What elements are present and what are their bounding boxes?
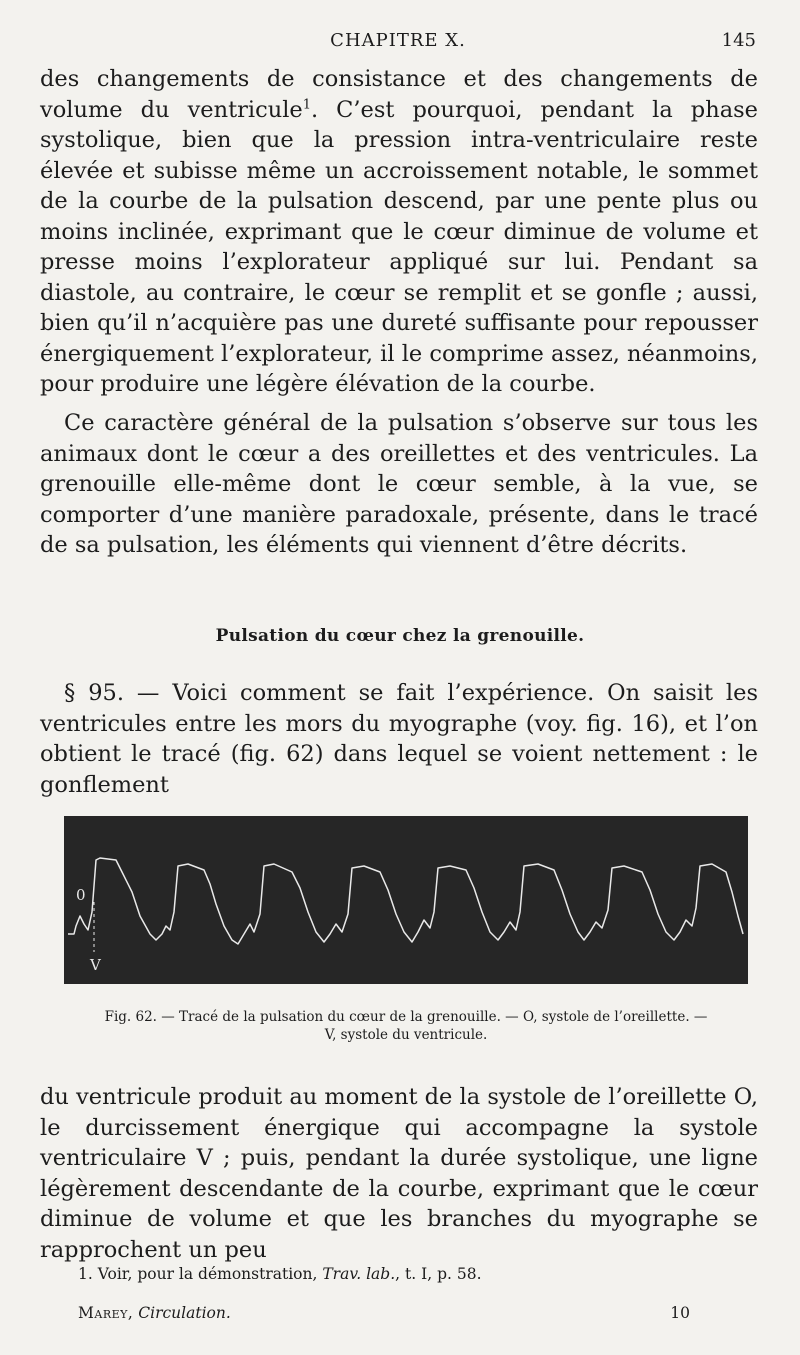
footnote — [78, 1265, 760, 1283]
paragraph-1-text: des changements de consistance et des changements de volume du ventricule — [40, 66, 758, 123]
label-o: 0 — [76, 886, 86, 904]
chapter-heading: CHAPITRE X. — [330, 30, 466, 51]
paragraph-4: du ventricule produit au moment de la systole de l’oreillette O, le durcissement énergique qui accompagne la systole ventriculaire V ; puis, pendant la durée systolique, une ligne légèrement descendante de la courbe, exprimant que le cœur diminue de volume et que les branches du myographe se rapprochent un peu — [40, 1084, 758, 1263]
section-title: Pulsation du cœur chez la grenouille. — [215, 626, 585, 646]
caption-line-2: V, systole du ventricule. — [324, 1027, 488, 1043]
sheet-number: 10 — [670, 1304, 690, 1322]
page-number: 145 — [721, 30, 756, 51]
pulse-tracing-svg — [64, 816, 748, 984]
footer-line — [78, 1304, 690, 1322]
running-head — [40, 30, 756, 58]
figure-62-tracing — [64, 816, 748, 984]
caption-line-1: Fig. 62. — Tracé de la pulsation du cœur de la grenouille. — O, systole de l’oreillette. — — [104, 1009, 708, 1025]
footnote-italic: Trav. lab. — [322, 1265, 396, 1283]
paragraph-2: Ce caractère général de la pulsation s’observe sur tous les animaux dont le cœur a des oreillettes et des ventricules. La grenouille elle-même dont le cœur semble, à la vue, se comporter d’une manière paradoxale, présente, dans le tracé de sa pulsation, les éléments qui viennent d’être décrits. — [40, 410, 758, 558]
footnote-prefix: 1. Voir, pour la démonstration, — [78, 1265, 323, 1283]
label-v: V — [90, 956, 101, 974]
footnote-reference: 1 — [302, 97, 311, 112]
footer-title: Circulation. — [138, 1304, 231, 1322]
footer-author: Marey, — [78, 1304, 134, 1322]
figure-caption — [72, 1008, 740, 1044]
paragraph-1-continuation: . C’est pourquoi, pendant la phase systolique, bien que la pression intra-ventriculaire reste élevée et subisse même un accroissement notable, le sommet de la courbe de la pulsation descend, par une pente plus ou moins inclinée, exprimant que le cœur diminue de volume et presse moins l’explorateur appliqué sur lui. Pendant sa diastole, au contraire, le cœur se remplit et se gonfle ; aussi, bien qu’il n’acquière pas une dureté suffisante pour repousser énergiquement l’explorateur, il le comprime assez, néanmoins, pour produire une légère élévation de la courbe. — [40, 96, 758, 397]
pulse-trace — [68, 858, 743, 944]
paragraph-3: § 95. — Voici comment se fait l’expérience. On saisit les ventricules entre les mors du myographe (voy. fig. 16), et l’on obtient le tracé (fig. 62) dans lequel se voient nettement : le gonflement — [40, 680, 758, 798]
paragraph-1 — [40, 64, 758, 400]
footnote-suffix: , t. I, p. 58. — [395, 1265, 482, 1283]
